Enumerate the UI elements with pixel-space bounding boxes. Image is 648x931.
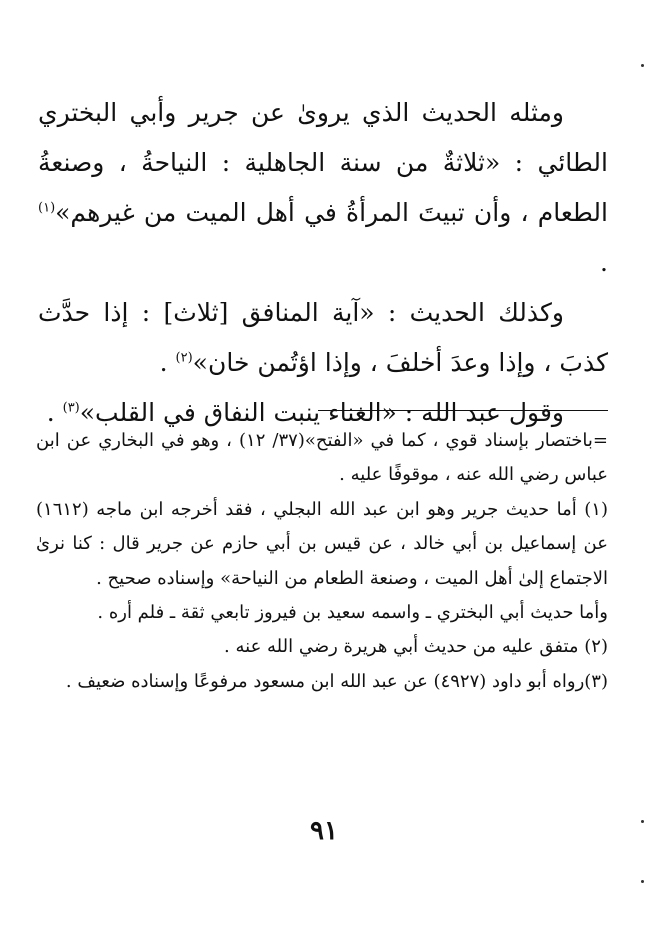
- footnote-divider: [318, 410, 608, 411]
- main-paragraph-3-end: .: [46, 398, 63, 427]
- footnote-1-addendum: وأما حديث أبي البختري ـ واسمه سعيد بن فيروز تابعي ثقة ـ فلم أره .: [97, 602, 608, 624]
- scan-edge-mark: [641, 64, 644, 67]
- footnote-ref-2: (٢): [175, 350, 193, 366]
- footnote-ref-3: (٣): [62, 400, 80, 416]
- main-paragraph-1: [38, 88, 608, 288]
- main-paragraph-1-text: ومثله الحديث الذي يروىٰ عن جرير وأبي البختري الطائي : «ثلاثةٌ من سنة الجاهلية : النياحةُ ، وصنعةُ الطعام ، وأن تبيتَ المرأةُ في أهل الميت من غيرهم»: [38, 98, 608, 227]
- main-paragraph-3-text: وقول عبد الله : «الغناء ينبت النفاق في القلب»: [79, 398, 564, 427]
- scan-edge-mark: [641, 880, 644, 883]
- main-paragraph-2-text: وكذلك الحديث : «آية المنافق [ثلاث] : إذا حدَّث كذبَ ، وإذا وعدَ أخلفَ ، وإذا اؤتُمن خان»: [38, 298, 608, 377]
- scan-edge-mark: [641, 820, 644, 823]
- footnotes: [36, 424, 608, 699]
- footnote-3: (٣)رواه أبو داود (٤٩٢٧) عن عبد الله ابن مسعود مرفوعًا وإسناده ضعيف .: [65, 670, 608, 692]
- main-text: [38, 88, 608, 438]
- footnote-ref-1: (١): [38, 200, 56, 216]
- footnote-continuation: =باختصار بإسناد قوي ، كما في «الفتح»(٣٧/ ١٢) ، وهو في البخاري عن ابن عباس رضي الله عنه ، موقوفًا عليه .: [36, 430, 608, 486]
- page-number: ٩١: [310, 816, 338, 846]
- main-paragraph-1-end: .: [600, 248, 608, 277]
- main-paragraph-2-end: .: [159, 348, 176, 377]
- main-paragraph-2: [38, 288, 608, 388]
- footnote-1: (١) أما حديث جرير وهو ابن عبد الله البجلي ، فقد أخرجه ابن ماجه (١٦١٢) عن إسماعيل بن أبي خالد ، عن قيس بن أبي حازم عن جرير قال : كنا نرىٰ الاجتماع إلىٰ أهل الميت ، وصنعة الطعام من النياحة» وإسناده صحيح .: [36, 498, 608, 589]
- footnote-2: (٢) متفق عليه من حديث أبي هريرة رضي الله عنه .: [224, 636, 608, 658]
